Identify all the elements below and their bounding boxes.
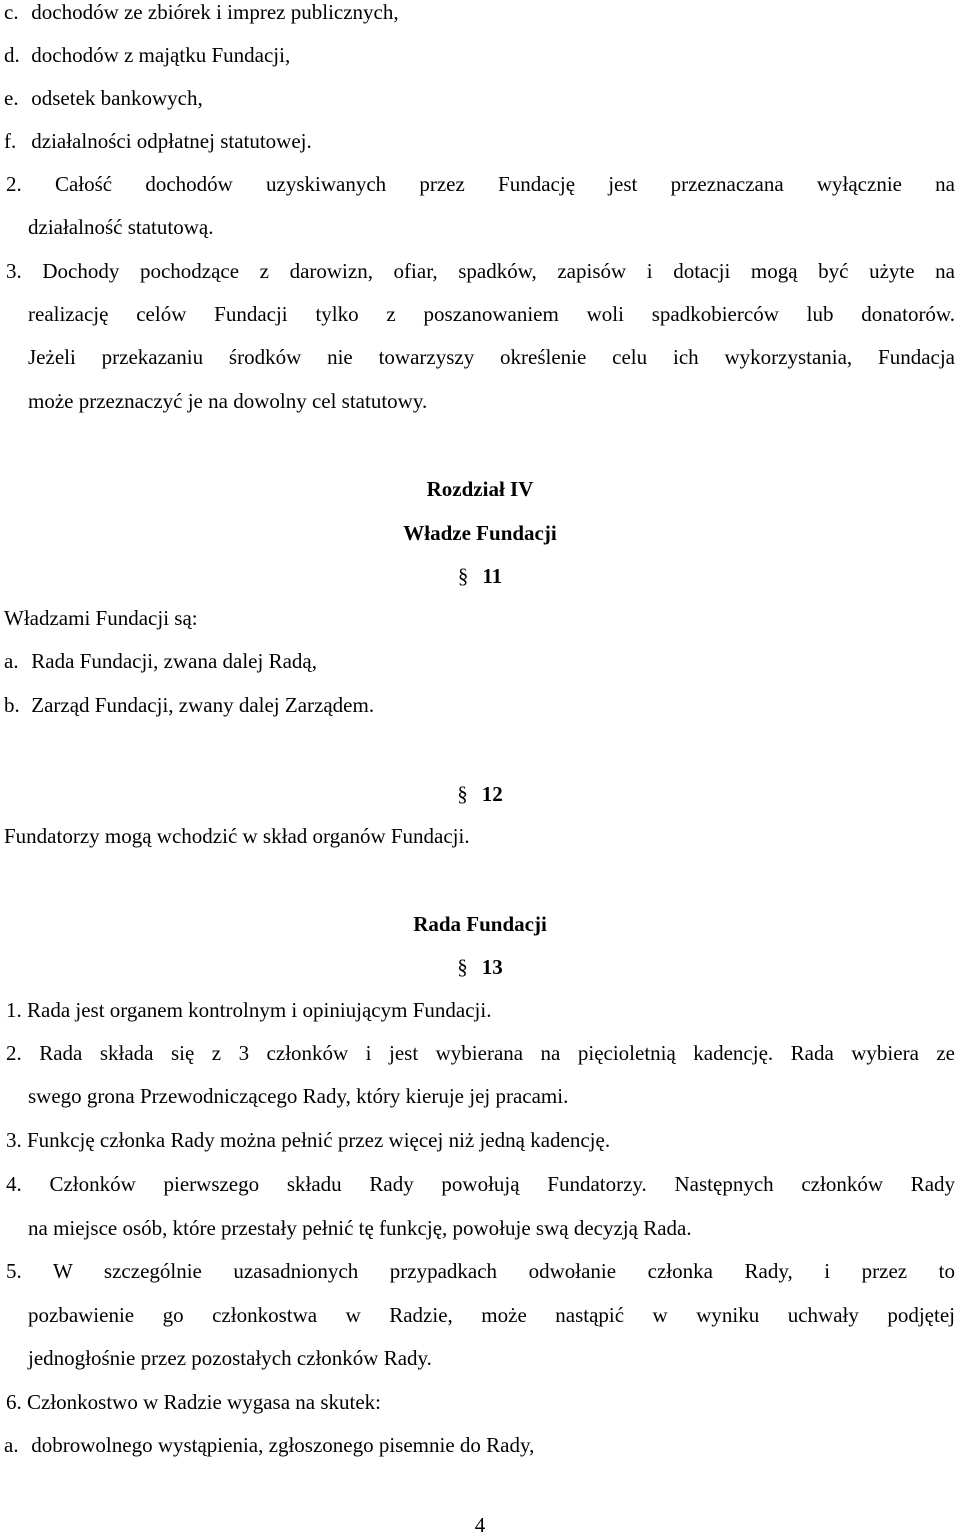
paragraph-number: 3. bbox=[6, 259, 22, 283]
paragraph-text: Dochody pochodzące z darowizn, ofiar, spadków, zapisów i dotacji mogą być użyte na bbox=[42, 259, 956, 283]
list-label: a. bbox=[4, 1433, 19, 1457]
paragraph-3-line: realizację celów Fundacji tylko z poszanowaniem woli spadkobierców lub donatorów. bbox=[28, 302, 955, 326]
paragraph-text: Całość dochodów uzyskiwanych przez Fundację jest przeznaczana wyłącznie na bbox=[54, 172, 956, 196]
paragraph-13-6 bbox=[6, 1390, 381, 1414]
chapter-subtitle: Władze Fundacji bbox=[403, 521, 557, 545]
list-label: b. bbox=[4, 693, 20, 717]
paragraph-text: Członków pierwszego składu Rady powołują Fundatorzy. Następnych członków Rady bbox=[49, 1172, 956, 1196]
list-text: Zarząd Fundacji, zwany dalej Zarządem. bbox=[31, 693, 375, 717]
section-12-text: Fundatorzy mogą wchodzić w skład organów Fundacji. bbox=[4, 824, 470, 848]
paragraph-13-5-line: pozbawienie go członkostwa w Radzie, może nastąpić w wyniku uchwały podjętej bbox=[28, 1303, 955, 1327]
paragraph-3-line: może przeznaczyć je na dowolny cel statutowy. bbox=[28, 389, 428, 413]
paragraph-text: Funkcję członka Rady można pełnić przez więcej niż jedną kadencję. bbox=[27, 1128, 611, 1152]
paragraph-number: 4. bbox=[6, 1172, 22, 1196]
paragraph-13-5-line: jednogłośnie przez pozostałych członków Rady. bbox=[28, 1346, 432, 1370]
section-13-heading bbox=[0, 954, 960, 980]
list-label: e. bbox=[4, 86, 19, 110]
rada-heading: Rada Fundacji bbox=[413, 912, 547, 936]
section-number: 13 bbox=[481, 955, 503, 979]
list-text: działalności odpłatnej statutowej. bbox=[31, 129, 312, 153]
paragraph-number: 6. bbox=[6, 1390, 22, 1414]
section-12-heading bbox=[0, 781, 960, 807]
paragraph-13-2-line: swego grona Przewodniczącego Rady, który kieruje jej pracami. bbox=[28, 1084, 569, 1108]
section-number: 11 bbox=[482, 564, 503, 588]
paragraph-13-4-line bbox=[6, 1172, 955, 1196]
paragraph-text: Członkostwo w Radzie wygasa na skutek: bbox=[27, 1390, 382, 1414]
page-number: 4 bbox=[474, 1513, 486, 1537]
list-item bbox=[4, 43, 290, 67]
paragraph-number: 1. bbox=[6, 998, 22, 1022]
list-item bbox=[4, 129, 312, 153]
section-11-heading bbox=[0, 563, 960, 589]
paragraph-13-3 bbox=[6, 1128, 610, 1152]
paragraph-number: 2. bbox=[6, 1041, 22, 1065]
paragraph-number: 2. bbox=[6, 172, 22, 196]
paragraph-3-line: Jeżeli przekazaniu środków nie towarzyszy określenie celu ich wykorzystania, Fundacja bbox=[28, 345, 955, 369]
list-label: d. bbox=[4, 43, 20, 67]
paragraph-13-5-line bbox=[6, 1259, 955, 1283]
list-item bbox=[4, 86, 203, 110]
list-item bbox=[4, 693, 374, 717]
chapter-title: Rozdział IV bbox=[426, 477, 534, 501]
list-text: odsetek bankowych, bbox=[31, 86, 203, 110]
paragraph-13-1 bbox=[6, 998, 491, 1022]
paragraph-13-2-line bbox=[6, 1041, 955, 1065]
paragraph-number: 3. bbox=[6, 1128, 22, 1152]
list-item bbox=[4, 1433, 534, 1457]
paragraph-13-4-line: na miejsce osób, które przestały pełnić tę funkcję, powołuje swą decyzją Rada. bbox=[28, 1216, 692, 1240]
paragraph-2-line bbox=[6, 172, 955, 196]
list-text: Rada Fundacji, zwana dalej Radą, bbox=[31, 649, 317, 673]
list-label: c. bbox=[4, 0, 19, 24]
list-item bbox=[4, 0, 399, 24]
list-item bbox=[4, 649, 317, 673]
paragraph-3-line bbox=[6, 259, 955, 283]
section-11-intro: Władzami Fundacji są: bbox=[4, 606, 198, 630]
section-sign: § bbox=[457, 564, 469, 588]
list-text: dochodów ze zbiórek i imprez publicznych, bbox=[31, 0, 399, 24]
paragraph-2-line: działalność statutową. bbox=[28, 215, 214, 239]
paragraph-text: Rada jest organem kontrolnym i opiniującym Fundacji. bbox=[27, 998, 492, 1022]
list-text: dobrowolnego wystąpienia, zgłoszonego pisemnie do Rady, bbox=[31, 1433, 535, 1457]
paragraph-text: Rada składa się z 3 członków i jest wybierana na pięcioletnią kadencję. Rada wybiera ze bbox=[39, 1041, 956, 1065]
list-label: f. bbox=[4, 129, 17, 153]
list-label: a. bbox=[4, 649, 19, 673]
section-sign: § bbox=[457, 782, 468, 806]
paragraph-number: 5. bbox=[6, 1259, 22, 1283]
section-sign: § bbox=[457, 955, 468, 979]
paragraph-text: W szczególnie uzasadnionych przypadkach odwołanie członka Rady, i przez to bbox=[52, 1259, 955, 1283]
list-text: dochodów z majątku Fundacji, bbox=[31, 43, 291, 67]
section-number: 12 bbox=[481, 782, 503, 806]
